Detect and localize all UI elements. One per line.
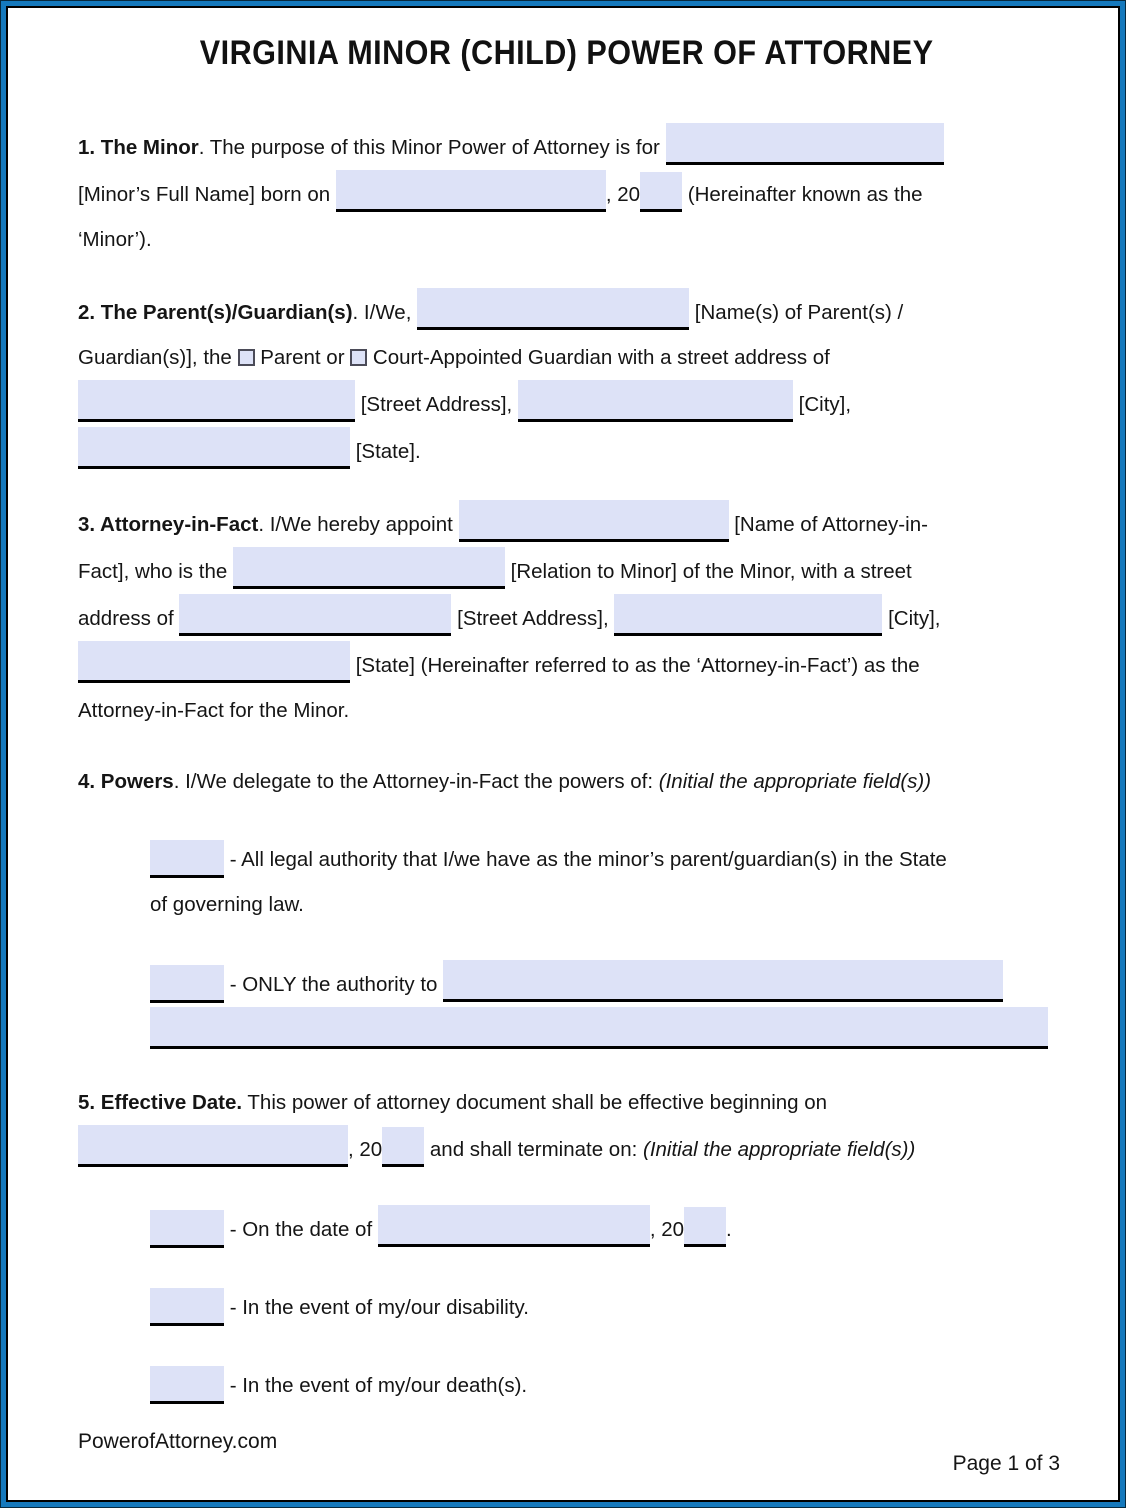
- text-segment: [Street Address],: [355, 393, 518, 416]
- text-segment: Court-Appointed Guardian with a street address of: [367, 346, 830, 369]
- section-parents-guardians: [78, 288, 1056, 474]
- text-segment: .: [726, 1218, 732, 1241]
- text-segment: [Street Address],: [451, 607, 615, 630]
- footer-site-label: PowerofAttorney.com: [78, 1430, 278, 1453]
- text-segment: [Minor’s Full Name] born on: [78, 183, 336, 206]
- court-appointed-guardian-checkbox[interactable]: [350, 349, 367, 366]
- section-5-heading: 5. Effective Date.: [78, 1091, 243, 1114]
- document-body: [78, 123, 1056, 1408]
- text-segment: ‘Minor’).: [78, 228, 152, 251]
- text-segment: [City],: [882, 607, 941, 630]
- attorney-closing-line: [78, 688, 1056, 733]
- document-page-inner: [6, 6, 1120, 1502]
- text-segment: Guardian(s)], the: [78, 346, 238, 369]
- parent-checkbox[interactable]: [238, 349, 255, 366]
- attorney-relation-field[interactable]: [233, 547, 505, 589]
- minor-birth-date-field[interactable]: [336, 170, 606, 212]
- parent-guardian-names-field[interactable]: [417, 288, 689, 330]
- text-segment: Fact], who is the: [78, 560, 233, 583]
- text-segment: Attorney-in-Fact for the Minor.: [78, 699, 350, 722]
- guardian-address-line: [78, 380, 1056, 427]
- text-segment: . The purpose of this Minor Power of Attorney is for: [198, 136, 666, 159]
- text-segment: (Hereinafter known as the: [682, 183, 923, 206]
- effective-year-field[interactable]: [382, 1127, 424, 1167]
- text-segment: [Name of Attorney-in-: [728, 513, 928, 536]
- minor-closing-line: [78, 217, 1056, 262]
- guardian-intro-line: [78, 288, 1056, 335]
- text-segment: . I/We,: [352, 301, 418, 324]
- death-initials-field[interactable]: [150, 1366, 224, 1404]
- guardian-type-line: [78, 335, 1056, 380]
- minor-birth-year-field[interactable]: [640, 172, 682, 212]
- section-attorney-in-fact: [78, 500, 1056, 733]
- text-segment: . I/We hereby appoint: [258, 513, 459, 536]
- attorney-address-line: [78, 594, 1056, 641]
- text-segment: (Initial the appropriate field(s)): [658, 770, 932, 793]
- text-segment: and shall terminate on:: [424, 1138, 643, 1161]
- text-segment: , 20: [605, 183, 641, 206]
- section-powers: [78, 759, 1056, 1054]
- all-authority-initials-field[interactable]: [150, 840, 224, 878]
- powers-intro-line: [78, 759, 1056, 804]
- all-authority-line: [78, 837, 1056, 882]
- text-segment: address of: [78, 607, 180, 630]
- attorney-street-address-field[interactable]: [179, 594, 451, 636]
- section-the-minor: [78, 123, 1056, 262]
- only-authority-description-continuation-field[interactable]: [150, 1007, 1048, 1049]
- parent-city-field[interactable]: [518, 380, 793, 422]
- text-segment: This power of attorney document shall be effective beginning on: [242, 1091, 828, 1114]
- text-segment: - ONLY the authority to: [224, 973, 444, 996]
- parent-street-address-field[interactable]: [78, 380, 355, 422]
- all-authority-continuation-line: [78, 882, 1056, 927]
- page-title-text: VIRGINIA MINOR (CHILD) POWER OF ATTORNEY: [200, 34, 934, 72]
- attorney-city-field[interactable]: [614, 594, 882, 636]
- effective-intro-line: [78, 1080, 1056, 1125]
- text-segment: , 20: [348, 1138, 383, 1161]
- parent-state-field[interactable]: [78, 427, 350, 469]
- attorney-state-field[interactable]: [78, 641, 350, 683]
- minor-birth-line: [78, 170, 1056, 217]
- attorney-intro-line: [78, 500, 1056, 547]
- text-segment: (Initial the appropriate field(s)): [643, 1138, 916, 1161]
- death-line: [78, 1363, 1056, 1408]
- minor-full-name-field[interactable]: [666, 123, 944, 165]
- text-segment: [Relation to Minor] of the Minor, with a street: [504, 560, 912, 583]
- guardian-state-line: [78, 427, 1056, 474]
- text-segment: [State].: [350, 440, 421, 463]
- attorney-relation-line: [78, 547, 1056, 594]
- termination-year-field[interactable]: [684, 1207, 726, 1247]
- text-segment: Parent or: [254, 346, 351, 369]
- only-authority-line: [78, 960, 1056, 1007]
- section-2-heading: 2. The Parent(s)/Guardian(s): [78, 301, 353, 324]
- text-segment: - In the event of my/our death(s).: [224, 1374, 528, 1397]
- attorney-name-field[interactable]: [459, 500, 729, 542]
- text-segment: of governing law.: [150, 893, 304, 916]
- text-segment: [City],: [792, 393, 852, 416]
- disability-initials-field[interactable]: [150, 1288, 224, 1326]
- section-effective-date: [78, 1080, 1056, 1408]
- attorney-state-line: [78, 641, 1056, 688]
- section-1-heading: 1. The Minor: [78, 136, 199, 159]
- text-segment: , 20: [649, 1218, 685, 1241]
- text-segment: - In the event of my/our disability.: [224, 1296, 529, 1319]
- minor-intro-line: [78, 123, 1056, 170]
- text-segment: [Name(s) of Parent(s) /: [689, 301, 904, 324]
- page-title: [78, 34, 1056, 73]
- terminate-date-initials-field[interactable]: [150, 1210, 224, 1248]
- text-segment: [State] (Hereinafter referred to as the ‘Attorney-in-Fact’) as the: [350, 654, 920, 677]
- terminate-on-date-line: [78, 1205, 1056, 1252]
- only-authority-continuation-line: [78, 1007, 1056, 1054]
- section-4-heading: 4. Powers: [78, 770, 174, 793]
- text-segment: - All legal authority that I/we have as the minor’s parent/guardian(s) in the State: [224, 848, 947, 871]
- footer-page-indicator: Page 1 of 3: [952, 1452, 1060, 1475]
- only-authority-initials-field[interactable]: [150, 965, 224, 1003]
- only-authority-description-field[interactable]: [443, 960, 1003, 1002]
- disability-line: [78, 1285, 1056, 1330]
- termination-date-field[interactable]: [378, 1205, 650, 1247]
- section-3-heading: 3. Attorney-in-Fact: [78, 513, 259, 536]
- text-segment: . I/We delegate to the Attorney-in-Fact the powers of:: [173, 770, 659, 793]
- effective-date-line: [78, 1125, 1056, 1172]
- text-segment: - On the date of: [224, 1218, 378, 1241]
- effective-date-field[interactable]: [78, 1125, 348, 1167]
